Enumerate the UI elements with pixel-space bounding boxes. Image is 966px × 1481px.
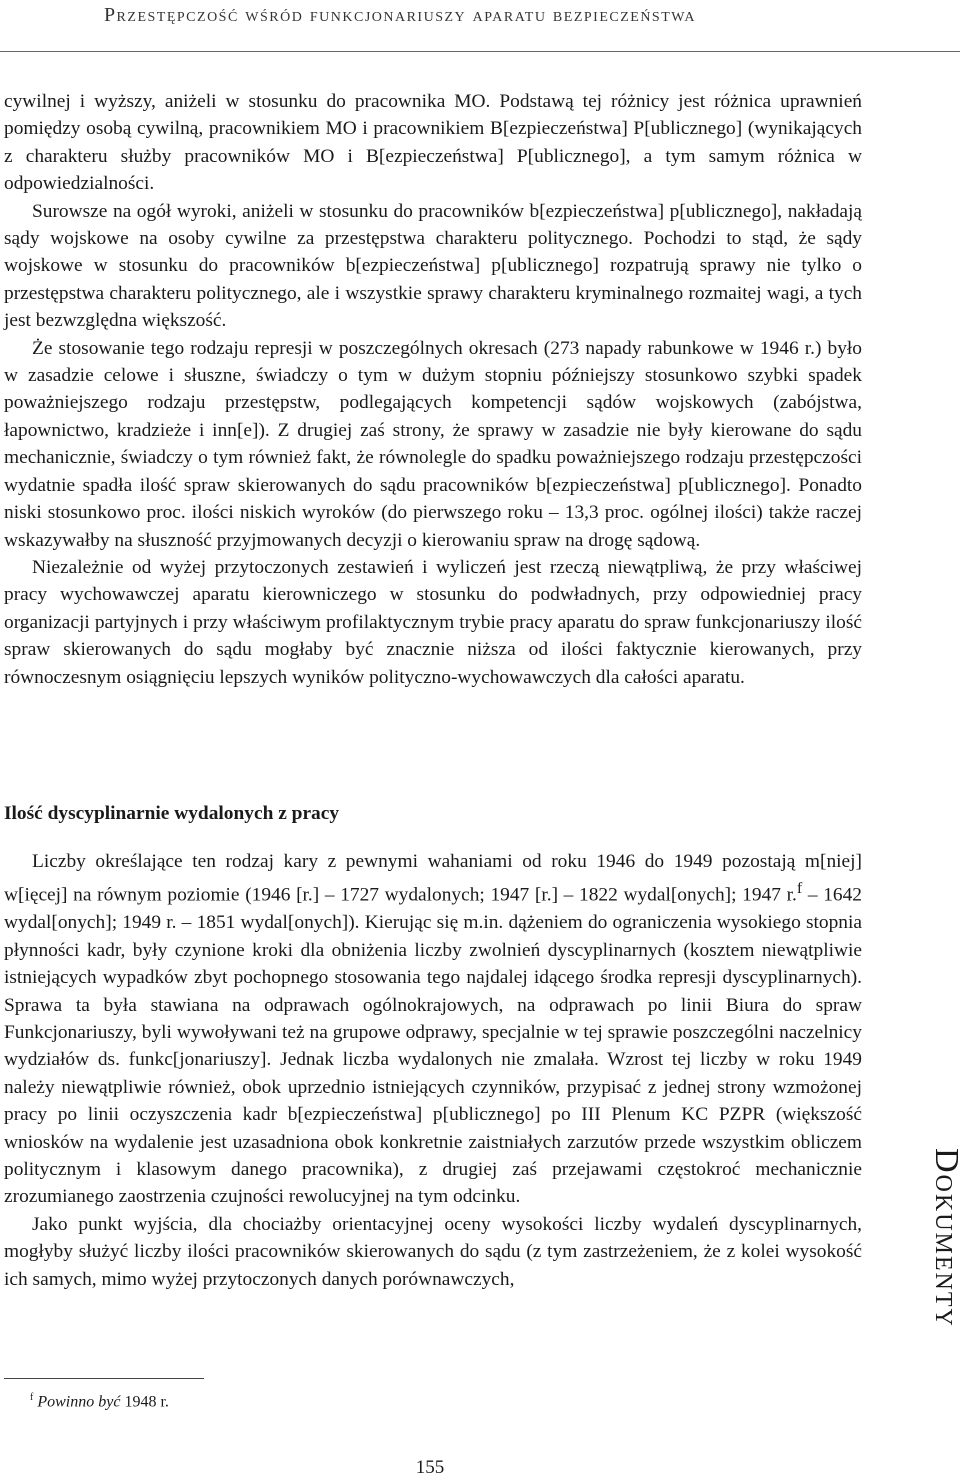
section-paragraph-2: Jako punkt wyjścia, dla chociażby orientacyjnej oceny wysokości liczby wydaleń dyscyplinarnych, mogłyby służyć liczby ilości pracowników skierowanych do sądu (z tym zastrzeżeniem, że z kolei wysokość ich samych, mimo wyżej przytoczonych danych porównawczych, — [4, 1213, 862, 1290]
section-paragraph-1 — [4, 848, 862, 1211]
side-label-text: Dokumenty — [928, 1148, 965, 1328]
header-rule — [0, 51, 960, 52]
footnote-ref[interactable]: f — [796, 880, 803, 898]
paragraph-4: Niezależnie od wyżej przytoczonych zestawień i wyliczeń jest rzeczą niewątpliwą, że przy właściwej pracy wychowawczej aparatu kierowniczego w stosunku do podwładnych, przy odpowiedniej pracy organizacji partyjnych i przy właściwym profilaktycznym trybie pracy aparatu do spraw funkcjonariuszy ilość spraw skierowanych do sądu mogłaby być znacznie niższa od ilości faktycznie kierowanych, przy równoczesnym osiągnięciu lepszych wyników polityczno-wychowawczych dla całości aparatu. — [4, 556, 862, 688]
section-heading: Ilość dyscyplinarnie wydalonych z pracy — [4, 803, 340, 824]
page-number: 155 — [415, 1457, 445, 1478]
section-text — [4, 848, 862, 1293]
main-text — [4, 88, 862, 691]
section-paragraph-1-part-b: – 1642 wydal[onych]; 1949 r. – 1851 wydal[onych]). Kierując się m.in. dążeniem do ograniczenia wysokiego stopnia płynności kadr, były czynione kroki dla obniżenia liczby zwolnień dyscyplinarnych (kosztem niewątpliwie istniejących wypadków zbyt pochopnego stosowania tego najdalej idącego środka represji dyscyplinarnych). Sprawa ta była stawiana na odprawach ogólnokrajowych, na odprawach po linii Biura do spraw Funkcjonariuszy, byli wywoływani też na grupowe odprawy, specjalnie w tej sprawie poszczególni naczelnicy wydziałów ds. funkc[jonariuszy]. Jednak liczba wydalonych nie zmalała. Wzrost tej liczby w roku 1949 należy niewątpliwie również, obok uprzednio istniejących czynników, przypisać z jednej strony wzmożonej pracy po linii oczyszczenia kadr b[ezpieczeństwa] p[ublicznego] po III Plenum KC PZPR (większość wniosków na wydalenie jest uzasadniona obok konkretnie zaistniałych zarzutów przede wszystkim obliczem politycznym i klasowym danego pracownika), z drugiej zaś przejawami częstokroć mechanicznie zrozumianego zaostrzenia czujności rewolucyjnej na tym odcinku. — [4, 884, 863, 1208]
section-paragraph-1-part-a: Liczby określające ten rodzaj kary z pewnymi wahaniami od roku 1946 do 1949 pozostają m[niej] w[ięcej] na równym poziomie (1946 [r.] – 1727 wydalonych; 1947 [r.] – 1822 wydal[onych]; 1947 r. — [4, 851, 862, 906]
side-label — [906, 1148, 966, 1418]
footnote-marker: f — [30, 1392, 34, 1403]
footnote-italic: Powinno być — [37, 1393, 121, 1411]
footnote-text: 1948 r. — [120, 1393, 169, 1411]
running-head: Przestępczość wśród funkcjonariuszy aparatu bezpieczeństwa — [103, 4, 697, 26]
paragraph-2: Surowsze na ogół wyroki, aniżeli w stosunku do pracowników b[ezpieczeństwa] p[ublicznego], nakładają sądy wojskowe na osoby cywilne za przestępstwa charakteru politycznego. Pochodzi to stąd, że sądy wojskowe w stosunku do pracowników b[ezpieczeństwa] p[ublicznego] rozpatrują sprawy nie tylko o przestępstwa charakteru politycznego, ale i wszystkie sprawy charakteru kryminalnego rozmaitej wagi, a tych jest bezwzględna większość. — [4, 200, 862, 332]
footnote-rule — [4, 1378, 204, 1379]
paragraph-3: Że stosowanie tego rodzaju represji w poszczególnych okresach (273 napady rabunkowe w 1946 r.) było w zasadzie celowe i słuszne, świadczy o tym w dużym stopniu późniejszy stosunkowo szybki spadek poważniejszego rodzaju przestępstw, podlegających kompetencji sądów wojskowych (zabójstwa, łapownictwo, kradzieże i inn[e]). Z drugiej zaś strony, że sprawy w zasadzie nie były kierowane do sądu mechanicznie, świadczy o tym również fakt, że równolegle do spadku poważniejszego rodzaju przestępczości wydatnie spadła ilość spraw skierowanych do sądu pracowników b[ezpieczeństwa] p[ublicznego]. Ponadto niski stosunkowo proc. ilości niskich wyroków (do pierwszego roku – 13,3 proc. ogólnej ilości) także raczej wskazywałby na słuszność przyjmowanych decyzji o kierowaniu spraw na drogę sądową. — [4, 337, 862, 551]
paragraph-1: cywilnej i wyższy, aniżeli w stosunku do pracownika MO. Podstawą tej różnicy jest różnica uprawnień pomiędzy osobą cywilną, pracownikiem MO i pracownikiem B[ezpieczeństwa] P[ublicznego] (wynikających z charakteru służby pracowników MO i B[ezpieczeństwa] P[ublicznego], a tym samym różnica w odpowiedzialności. — [4, 91, 862, 195]
footnote — [30, 1388, 169, 1412]
